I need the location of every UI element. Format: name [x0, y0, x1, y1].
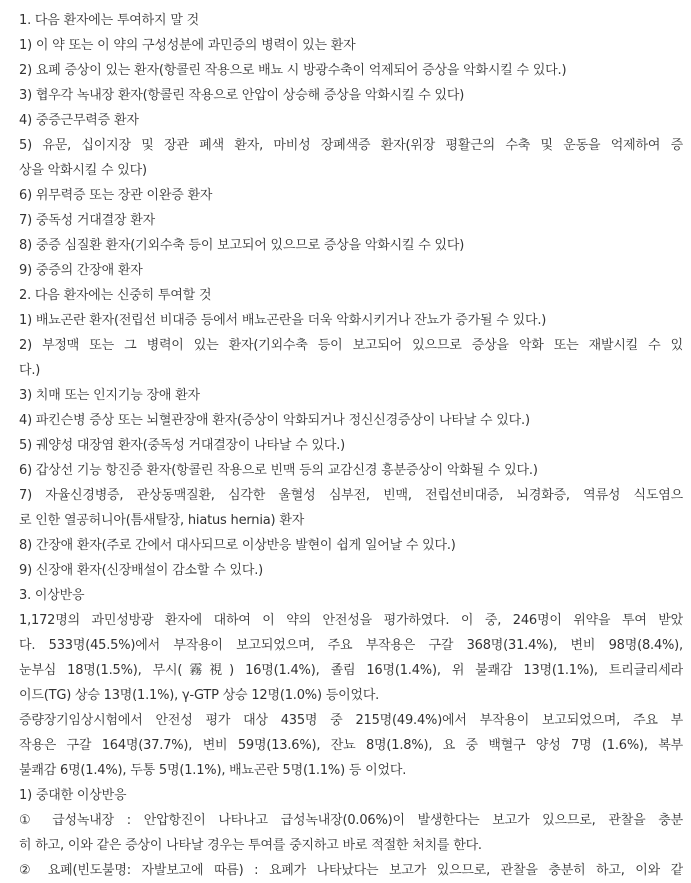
text-line: 1) 배뇨곤란 환자(전립선 비대증 등에서 배뇨곤란을 더욱 악화시키거나 잔뇨가 증가될 수 있다.) [19, 313, 547, 328]
text-line: 불쾌감 6명(1.4%), 두통 5명(1.1%), 배뇨곤란 5명(1.1%) 등 이었다. [19, 763, 407, 778]
text-line: 다.) [19, 363, 41, 378]
text-line: 히 하고, 이와 같은 증상이 나타날 경우는 투여를 중지하고 바로 적절한 처치를 한다. [19, 838, 482, 853]
text-line: 1,172명의 과민성방광 환자에 대하여 이 약의 안전성을 평가하였다. 이 중, 246명이 위약을 투여 받았 [19, 613, 683, 628]
text-line: 1) 이 약 또는 이 약의 구성성분에 과민증의 병력이 있는 환자 [19, 38, 356, 53]
text-line: 2) 요폐 증상이 있는 환자(항콜린 작용으로 배뇨 시 방광수축이 억제되어 증상을 악화시킬 수 있다.) [19, 63, 567, 78]
text-line: 이드(TG) 상승 13명(1.1%), γ-GTP 상승 12명(1.0%) 등이었다. [19, 688, 380, 703]
text-line: 눈부심 18명(1.5%), 무시(霧視) 16명(1.4%), 졸림 16명(1.4%), 위 불쾌감 13명(1.1%), 트리글리세라 [19, 663, 683, 678]
document-body [19, 8, 683, 883]
text-line: 8) 간장애 환자(주로 간에서 대사되므로 이상반응 발현이 쉽게 일어날 수 있다.) [19, 538, 456, 553]
text-line: 2) 부정맥 또는 그 병력이 있는 환자(기외수축 등이 보고되어 있으므로 증상을 악화 또는 재발시킬 수 있 [19, 338, 683, 353]
text-line: 5) 궤양성 대장염 환자(중독성 거대결장이 나타날 수 있다.) [19, 438, 346, 453]
text-line: 3) 치매 또는 인지기능 장애 환자 [19, 388, 200, 403]
text-line: 7) 자율신경병증, 관상동맥질환, 심각한 울혈성 심부전, 빈맥, 전립선비대증, 뇌경화증, 역류성 식도염으 [19, 488, 683, 503]
text-line: 8) 중증 심질환 환자(기외수축 등이 보고되어 있으므로 증상을 악화시킬 수 있다) [19, 238, 465, 253]
text-line: 4) 중증근무력증 환자 [19, 113, 139, 128]
text-line: 상을 악화시킬 수 있다) [19, 163, 147, 178]
section-heading-precautions: 2. 다음 환자에는 신중히 투여할 것 [19, 288, 212, 303]
text-line: 다. 533명(45.5%)에서 부작용이 보고되었으며, 주요 부작용은 구갈 368명(31.4%), 변비 98명(8.4%), [19, 638, 683, 653]
text-line: 5) 유문, 십이지장 및 장관 폐색 환자, 마비성 장폐색증 환자(위장 평활근의 수축 및 운동을 억제하여 증 [19, 138, 683, 153]
text-line: 6) 갑상선 기능 항진증 환자(항콜린 작용으로 빈맥 등의 교감신경 흥분증상이 악화될 수 있다.) [19, 463, 538, 478]
text-line: 6) 위무력증 또는 장관 이완증 환자 [19, 188, 213, 203]
text-line: 9) 신장애 환자(신장배설이 감소할 수 있다.) [19, 563, 264, 578]
text-line: 작용은 구갈 164명(37.7%), 변비 59명(13.6%), 잔뇨 8명(1.8%), 요 중 백혈구 양성 7명 (1.6%), 복부 [19, 738, 683, 753]
section-heading-adverse-reactions: 3. 이상반응 [19, 588, 85, 603]
text-line: 7) 중독성 거대결장 환자 [19, 213, 155, 228]
text-line: 4) 파킨슨병 증상 또는 뇌혈관장애 환자(증상이 악화되거나 정신신경증상이 나타날 수 있다.) [19, 413, 530, 428]
text-line: ① 급성녹내장 : 안압항진이 나타나고 급성녹내장(0.06%)이 발생한다는 보고가 있으므로, 관찰을 충분 [19, 813, 683, 828]
text-line: ② 요폐(빈도불명: 자발보고에 따름) : 요폐가 나타났다는 보고가 있으므로, 관찰을 충분히 하고, 이와 같 [19, 863, 683, 878]
text-line: 3) 협우각 녹내장 환자(항콜린 작용으로 안압이 상승해 증상을 악화시킬 수 있다) [19, 88, 465, 103]
text-line: 9) 중증의 간장애 환자 [19, 263, 143, 278]
text-line: 로 인한 열공허니아(틈새탈장, hiatus hernia) 환자 [19, 513, 305, 528]
section-heading-contraindications: 1. 다음 환자에는 투여하지 말 것 [19, 13, 199, 28]
subsection-heading-serious-reactions: 1) 중대한 이상반응 [19, 788, 127, 803]
text-line: 증량장기임상시험에서 안전성 평가 대상 435명 중 215명(49.4%)에서 부작용이 보고되었으며, 주요 부 [19, 713, 683, 728]
